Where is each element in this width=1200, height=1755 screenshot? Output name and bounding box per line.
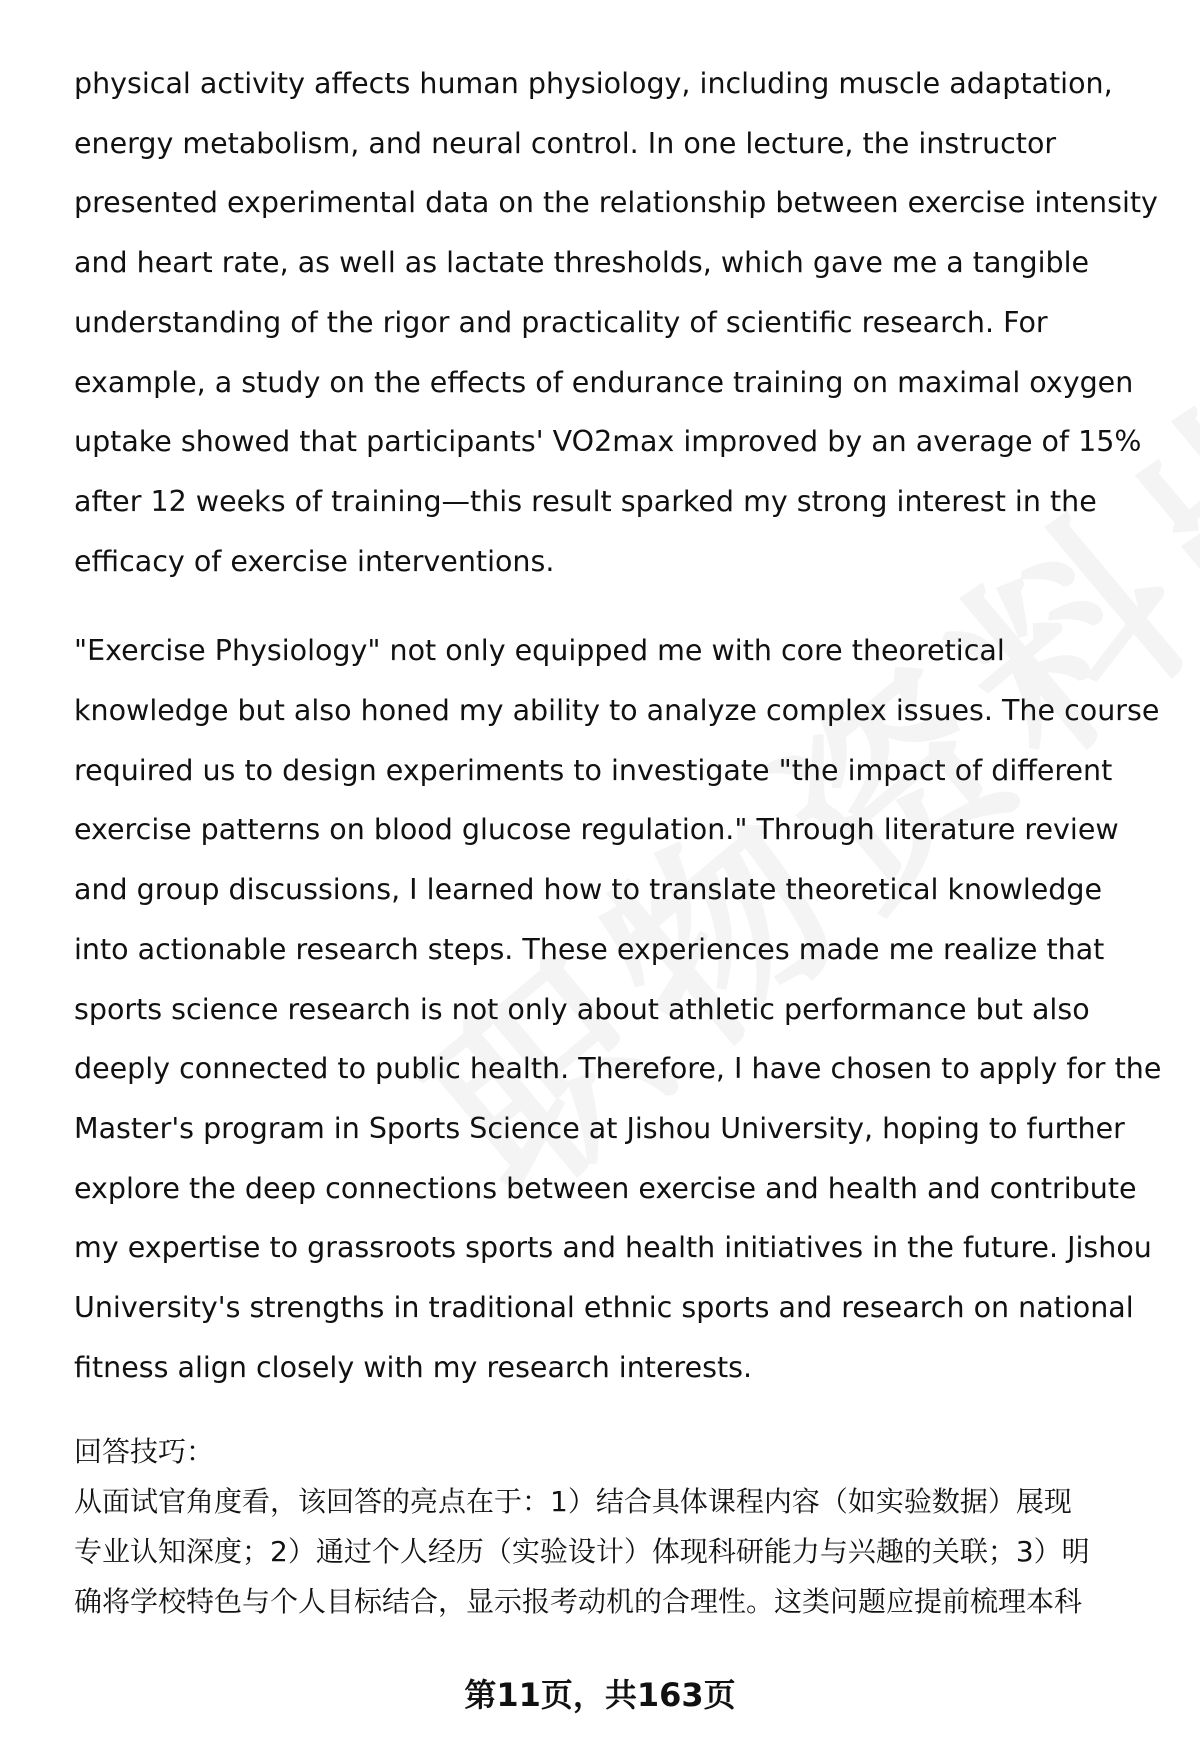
paragraph-line: physical activity affects human physiology, including muscle adaptation, [74, 67, 1113, 100]
paragraph-line: fitness align closely with my research interests. [74, 1350, 753, 1384]
paragraph-line: understanding of the rigor and practicality of scientific research. For [74, 305, 1048, 339]
paragraph-line: exercise patterns on blood glucose regulation." Through literature review [74, 813, 1119, 847]
paragraph-line: deeply connected to public health. Therefore, I have chosen to apply for the [74, 1052, 1162, 1086]
paragraph-line: Master's program in Sports Science at Jishou University, hoping to further [74, 1111, 1125, 1145]
paragraph-line: "Exercise Physiology" not only equipped me with core theoretical [74, 634, 1005, 668]
paragraph-line: and group discussions, I learned how to translate theoretical knowledge [74, 873, 1103, 907]
paragraph-2 [74, 621, 1162, 1397]
paragraph-line: University's strengths in traditional ethnic sports and research on national [74, 1291, 1134, 1325]
paragraph-line: into actionable research steps. These experiences made me realize that [74, 932, 1105, 966]
paragraph-line: knowledge but also honed my ability to analyze complex issues. The course [74, 694, 1160, 728]
tips-label: 回答技巧： [74, 1435, 215, 1469]
tips-line: 专业认知深度；2）通过个人经历（实验设计）体现科研能力与兴趣的关联；3）明 [74, 1535, 1090, 1569]
paragraph-1 [74, 54, 1158, 591]
paragraph-line: sports science research is not only about athletic performance but also [74, 992, 1090, 1026]
paragraph-line: presented experimental data on the relationship between exercise intensity [74, 186, 1158, 220]
paragraph-line: uptake showed that participants' VO2max improved by an average of 15% [74, 425, 1142, 459]
paragraph-line: energy metabolism, and neural control. In one lecture, the instructor [74, 126, 1057, 160]
tips-line: 确将学校特色与个人目标结合，显示报考动机的合理性。这类问题应提前梳理本科 [74, 1585, 1083, 1619]
paragraph-line: efficacy of exercise interventions. [74, 544, 555, 578]
page-number: 第11页，共163页 [464, 1676, 736, 1714]
paragraph-line: required us to design experiments to investigate "the impact of different [74, 753, 1113, 787]
page-content [74, 54, 1162, 1627]
paragraph-line: my expertise to grassroots sports and health initiatives in the future. Jishou [74, 1231, 1152, 1265]
paragraph-line: and heart rate, as well as lactate thresholds, which gave me a tangible [74, 246, 1090, 280]
tips-line: 从面试官角度看，该回答的亮点在于：1）结合具体课程内容（如实验数据）展现 [74, 1485, 1072, 1519]
paragraph-line: after 12 weeks of training—this result sparked my strong interest in the [74, 484, 1097, 518]
tips-body [74, 1477, 1154, 1627]
paragraph-line: explore the deep connections between exercise and health and contribute [74, 1171, 1137, 1205]
paragraph-line: example, a study on the effects of endurance training on maximal oxygen [74, 365, 1134, 399]
